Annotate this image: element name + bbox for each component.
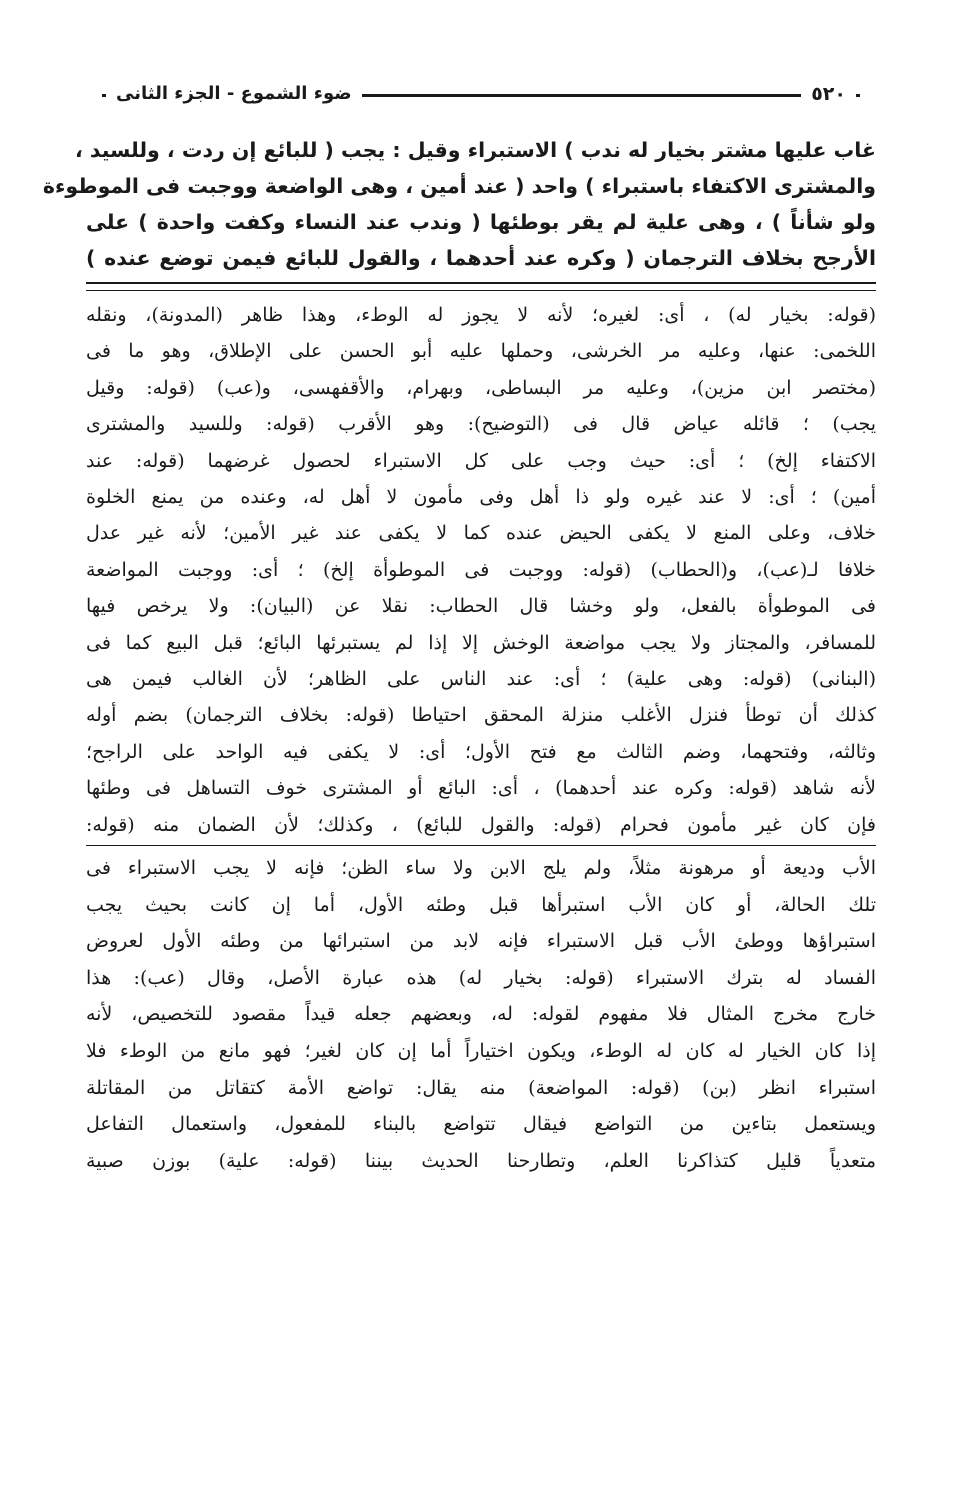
footnote-line: تلك الحالة، أو كان الأب استبرأها قبل وطئه الأول، أما إن كانت بحيث يجب xyxy=(86,893,876,916)
running-title: ضوء الشموع - الجزء الثانى xyxy=(106,81,362,107)
footnote-line: الفساد له بترك الاستبراء (قوله: بخيار له) هذه عبارة الأصل، وقال (عب): هذا xyxy=(86,966,876,989)
footnote-line: استبراؤها ووطئ الأب قبل الاستبراء فإنه لابد من استبرائها من وطئه الأول لعروض xyxy=(86,930,876,953)
commentary-line: لأنه شاهد (قوله: وكره عند أحدهما) ، أى: البائع أو المشترى خوف التساهل فى وطئها xyxy=(86,777,876,800)
commentary-line: (قوله: بخيار له) ، أى: لغيره؛ لأنه لا يجوز له الوطء، وهذا ظاهر (المدونة)، ونقله xyxy=(86,304,876,326)
matn-line: ولو شأناً ) ، وهى علية لم يقر بوطئها ( وندب عند النساء وكفت واحدة ) على xyxy=(86,210,876,234)
commentary-line: أمين) ؛ أى: لا عند غيره ولو ذا أهل وفى مأمون لا أهل له، وعنده من يمنع الخلوة xyxy=(86,486,876,509)
commentary-line: (البنانى) (قوله: وهى علية) ؛ أى: عند الناس على الظاهر؛ لأن الغالب فيمن هى xyxy=(86,668,876,691)
footnotes-text xyxy=(86,850,876,1179)
matn-line: والمشترى الاكتفاء باستبراء ) واحد ( عند أمين ، وهى الواضعة ووجبت فى الموطوءة xyxy=(42,174,876,198)
commentary-line: الاكتفاء إلخ) ؛ أى: حيث وجب على كل الاستبراء لحصول غرضهما (قوله: عند xyxy=(86,449,876,472)
footnote-line: الأب وديعة أو مرهونة مثلاً، ولم يلج الابن ولا ساء الظن؛ فإنه لا يجب الاستبراء فى xyxy=(86,857,876,880)
commentary-line: يجب) ؛ قائله عياض قال فى (التوضيح): وهو الأقرب (قوله: وللسيد والمشترى xyxy=(86,413,876,436)
book-page xyxy=(42,78,876,1458)
footnote-line: ويستعمل بتاءين من التواضع فيقال تتواضع بالبناء للمفعول، واستعمال التفاعل xyxy=(86,1113,876,1136)
commentary-line: خلاف، وعلى المنع لا يكفى الحيض عنده كما لا يكفى عند غير الأمين؛ لأنه غير عدل xyxy=(86,522,876,545)
footnote-line: متعدياً قليل كتذاكرنا العلم، وتطارحنا الحديث بيننا (قوله: علية) بوزن صبية xyxy=(86,1149,876,1172)
footnote-separator xyxy=(86,845,876,846)
page-header xyxy=(86,78,876,112)
footnote-line: استبراء انظر (بن) (قوله: المواضعة) منه يقال: تواضع الأمة كتقاتل من المقاتلة xyxy=(86,1076,876,1099)
commentary-line: (مختصر ابن مزين)، وعليه مر البساطى، وبهرام، والأقفهسى، و(عب) (قوله: وقيل xyxy=(86,376,876,399)
commentary-line: فإن كان غير مأمون فحرام (قوله: والقول للبائع) ، وكذلك؛ لأن الضمان منه (قوله: xyxy=(86,813,876,836)
commentary-line: فى الموطوأة بالفعل، ولو وخشا قال الحطاب: نقلا عن (البيان): ولا يرخص فيها xyxy=(86,595,876,618)
commentary-line: اللخمى: عنها، وعليه مر الخرشى، وحملها عليه أبو الحسن على الإطلاق، وهو ما فى xyxy=(86,340,876,363)
commentary-line: كذلك أن توطأ فنزل الأغلب منزلة المحقق احتياطا (قوله: بخلاف الترجمان) بضم أوله xyxy=(86,704,876,727)
commentary-line: للمسافر، والمجتاز ولا يجب مواضعة الوخش إلا إذا لم يستبرئها البائع؛ قبل البيع كما فى xyxy=(86,631,876,654)
matn-separator-thin xyxy=(86,290,876,291)
commentary-line: خلافا لـ(عب)، و(الحطاب) (قوله: ووجبت فى الموطوأة إلخ) ؛ أى: ووجبت المواضعة xyxy=(86,558,876,581)
matn-line: غاب عليها مشتر بخيار له ندب ) الاستبراء وقيل : يجب ( للبائع إن ردت ، وللسيد ، xyxy=(74,138,876,162)
footnote-line: خارج مخرج المثال فلا مفهوم لقوله: له، وبعضهم جعله قيداً مقصود للتخصيص، لأنه xyxy=(86,1003,876,1026)
page-number: ٥٢٠ xyxy=(801,81,856,107)
commentary-line: وثالثه، وفتحهما، وضم الثالث مع فتح الأول؛ أى: لا يكفى فيه الواحد على الراجح؛ xyxy=(86,740,876,763)
footnote-line: إذا كان الخيار له كان له الوطء، ويكون اختياراً أما إن كان لغير؛ فهو مانع من الوطء فلا xyxy=(86,1040,876,1063)
matn-line: الأرجح بخلاف الترجمان ( وكره عند أحدهما ، والقول للبائع فيمن توضع عنده ) xyxy=(86,246,876,270)
commentary-text xyxy=(86,297,876,843)
matn-text xyxy=(42,132,876,280)
